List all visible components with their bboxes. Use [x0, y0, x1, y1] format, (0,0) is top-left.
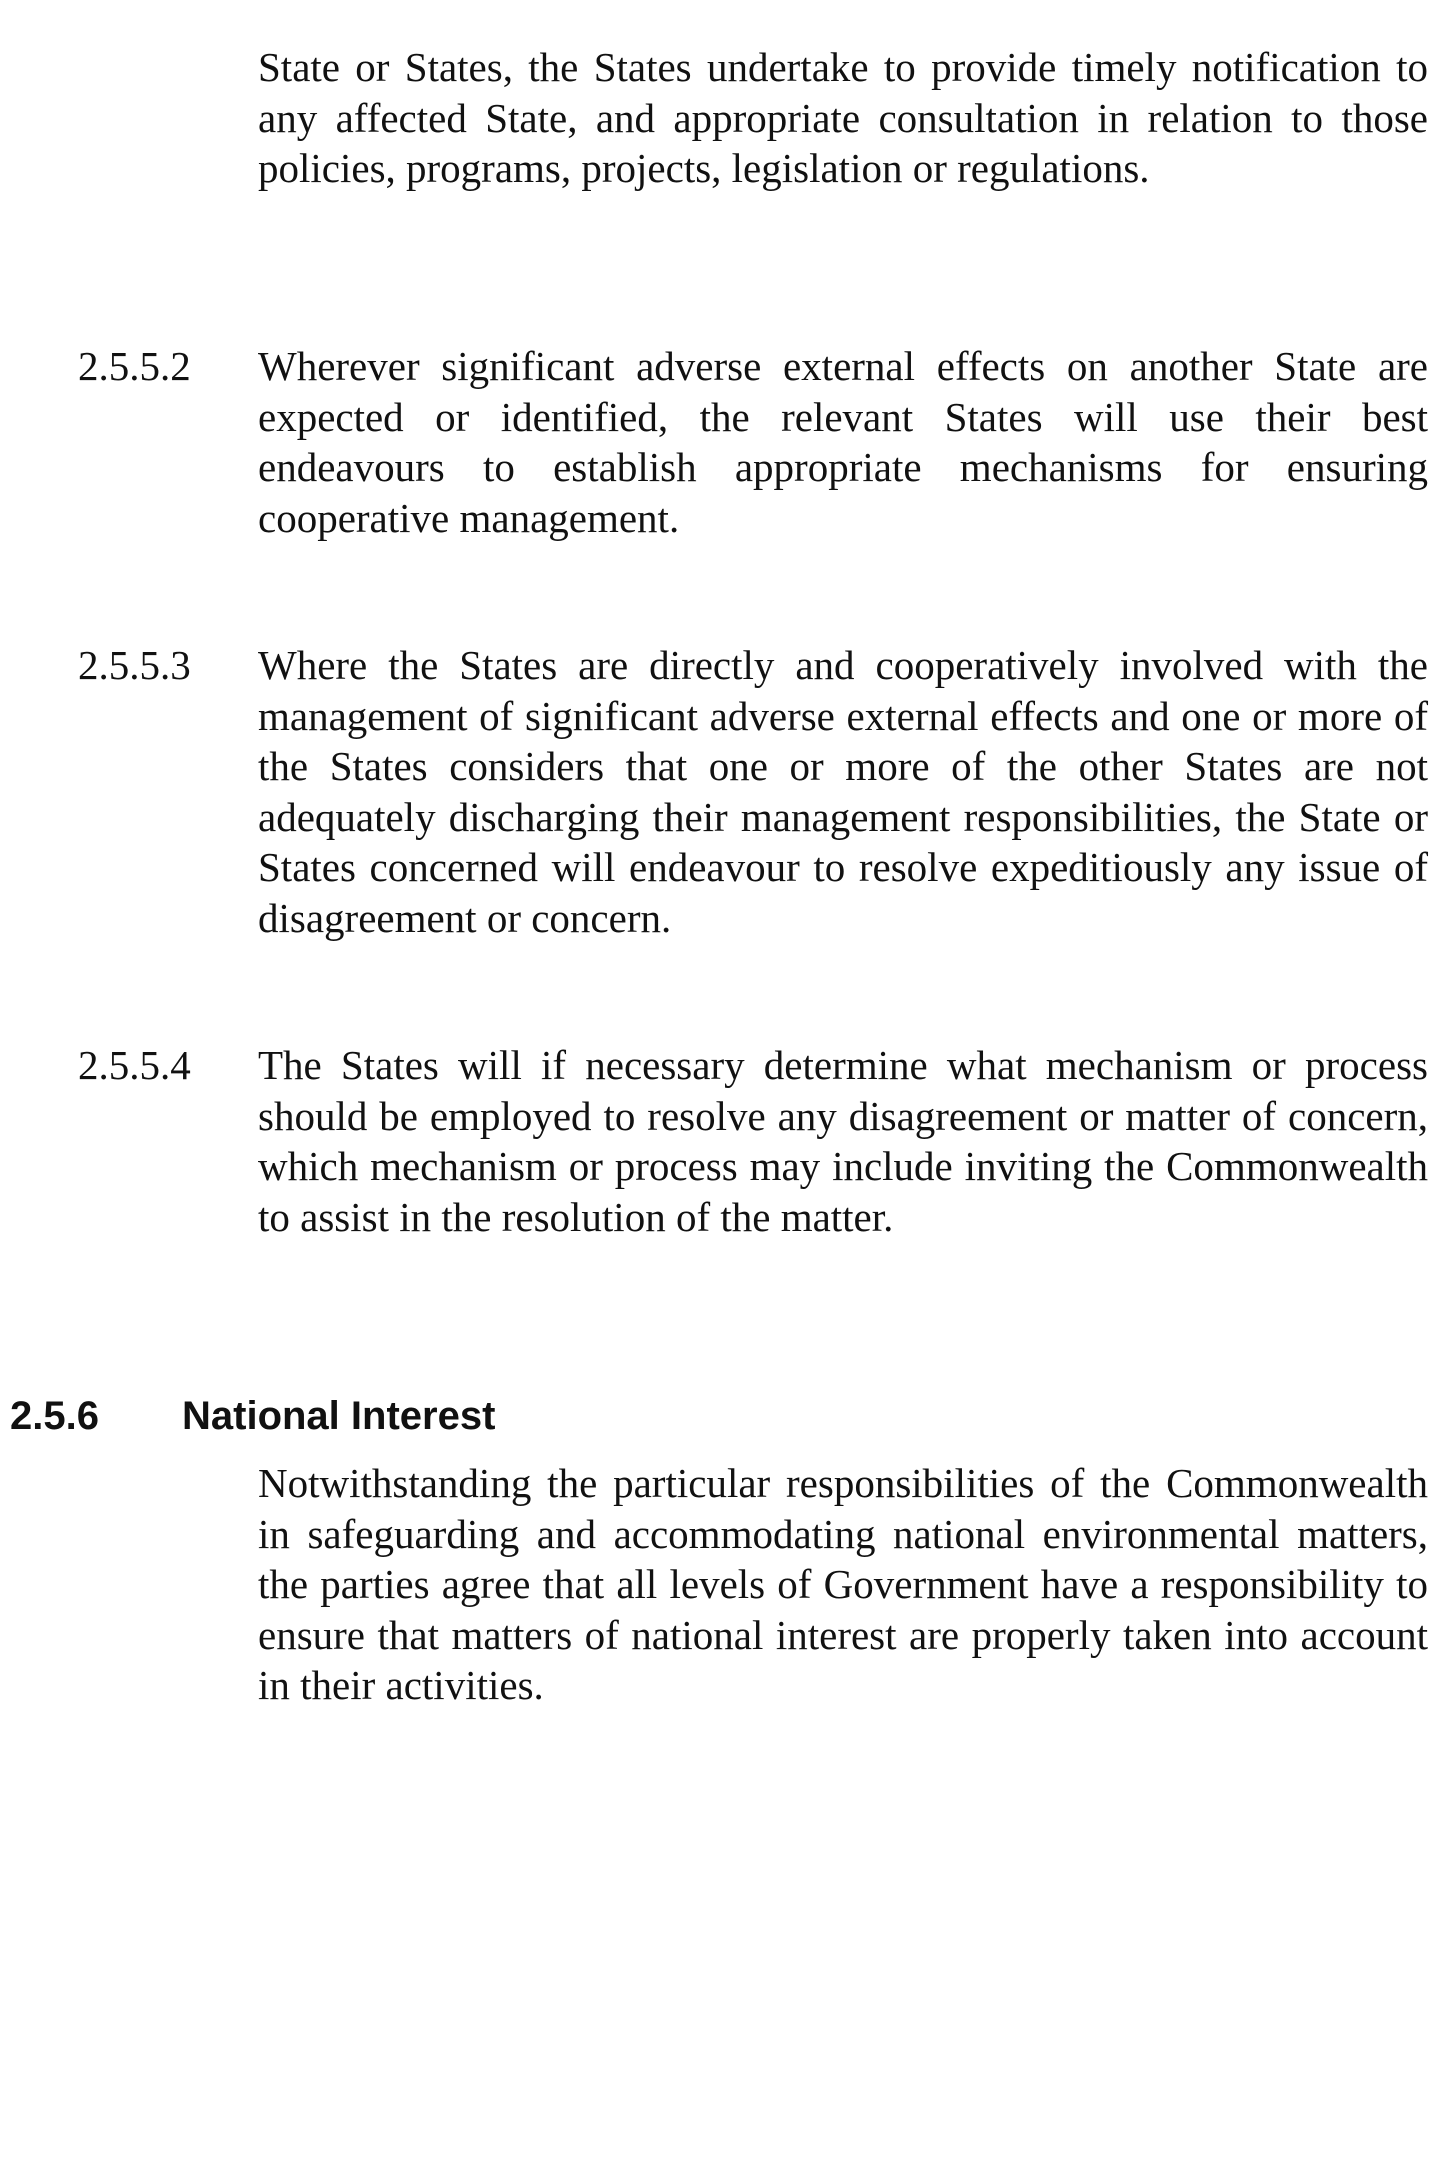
- clause-number-2-5-5-4: 2.5.5.4: [78, 1042, 191, 1088]
- clause-number-2-5-5-2: 2.5.5.2: [78, 343, 191, 389]
- continuation-paragraph: State or States, the States undertake to provide timely notification to any affected State, and appropriate consultation in relation to those policies, programs, projects, legislation or regulations.: [258, 44, 1428, 191]
- section-title: National Interest: [182, 1394, 496, 1438]
- clause-text-2-5-5-3: Where the States are directly and cooperatively involved with the management of significant adverse external effects and one or more of the States considers that one or more of the other States are not adequately discharging their management responsibilities, the State or States concerned will endeavour to resolve expeditiously any issue of disagreement or concern.: [258, 642, 1428, 941]
- section-number: 2.5.6: [10, 1394, 99, 1438]
- section-paragraph: Notwithstanding the particular responsibilities of the Commonwealth in safeguarding and accommodating national environmental matters, the parties agree that all levels of Government have a responsibility to ensure that matters of national interest are properly taken into account in their activities.: [258, 1460, 1428, 1708]
- clause-number-2-5-5-3: 2.5.5.3: [78, 642, 191, 688]
- clause-text-2-5-5-2: Wherever significant adverse external effects on another State are expected or identified, the relevant States will use their best endeavours to establish appropriate mechanisms for ensuring cooperative management.: [258, 343, 1428, 541]
- clause-text-2-5-5-4: The States will if necessary determine what mechanism or process should be employed to resolve any disagreement or matter of concern, which mechanism or process may include inviting the Commonwealth to assist in the resolution of the matter.: [258, 1042, 1428, 1240]
